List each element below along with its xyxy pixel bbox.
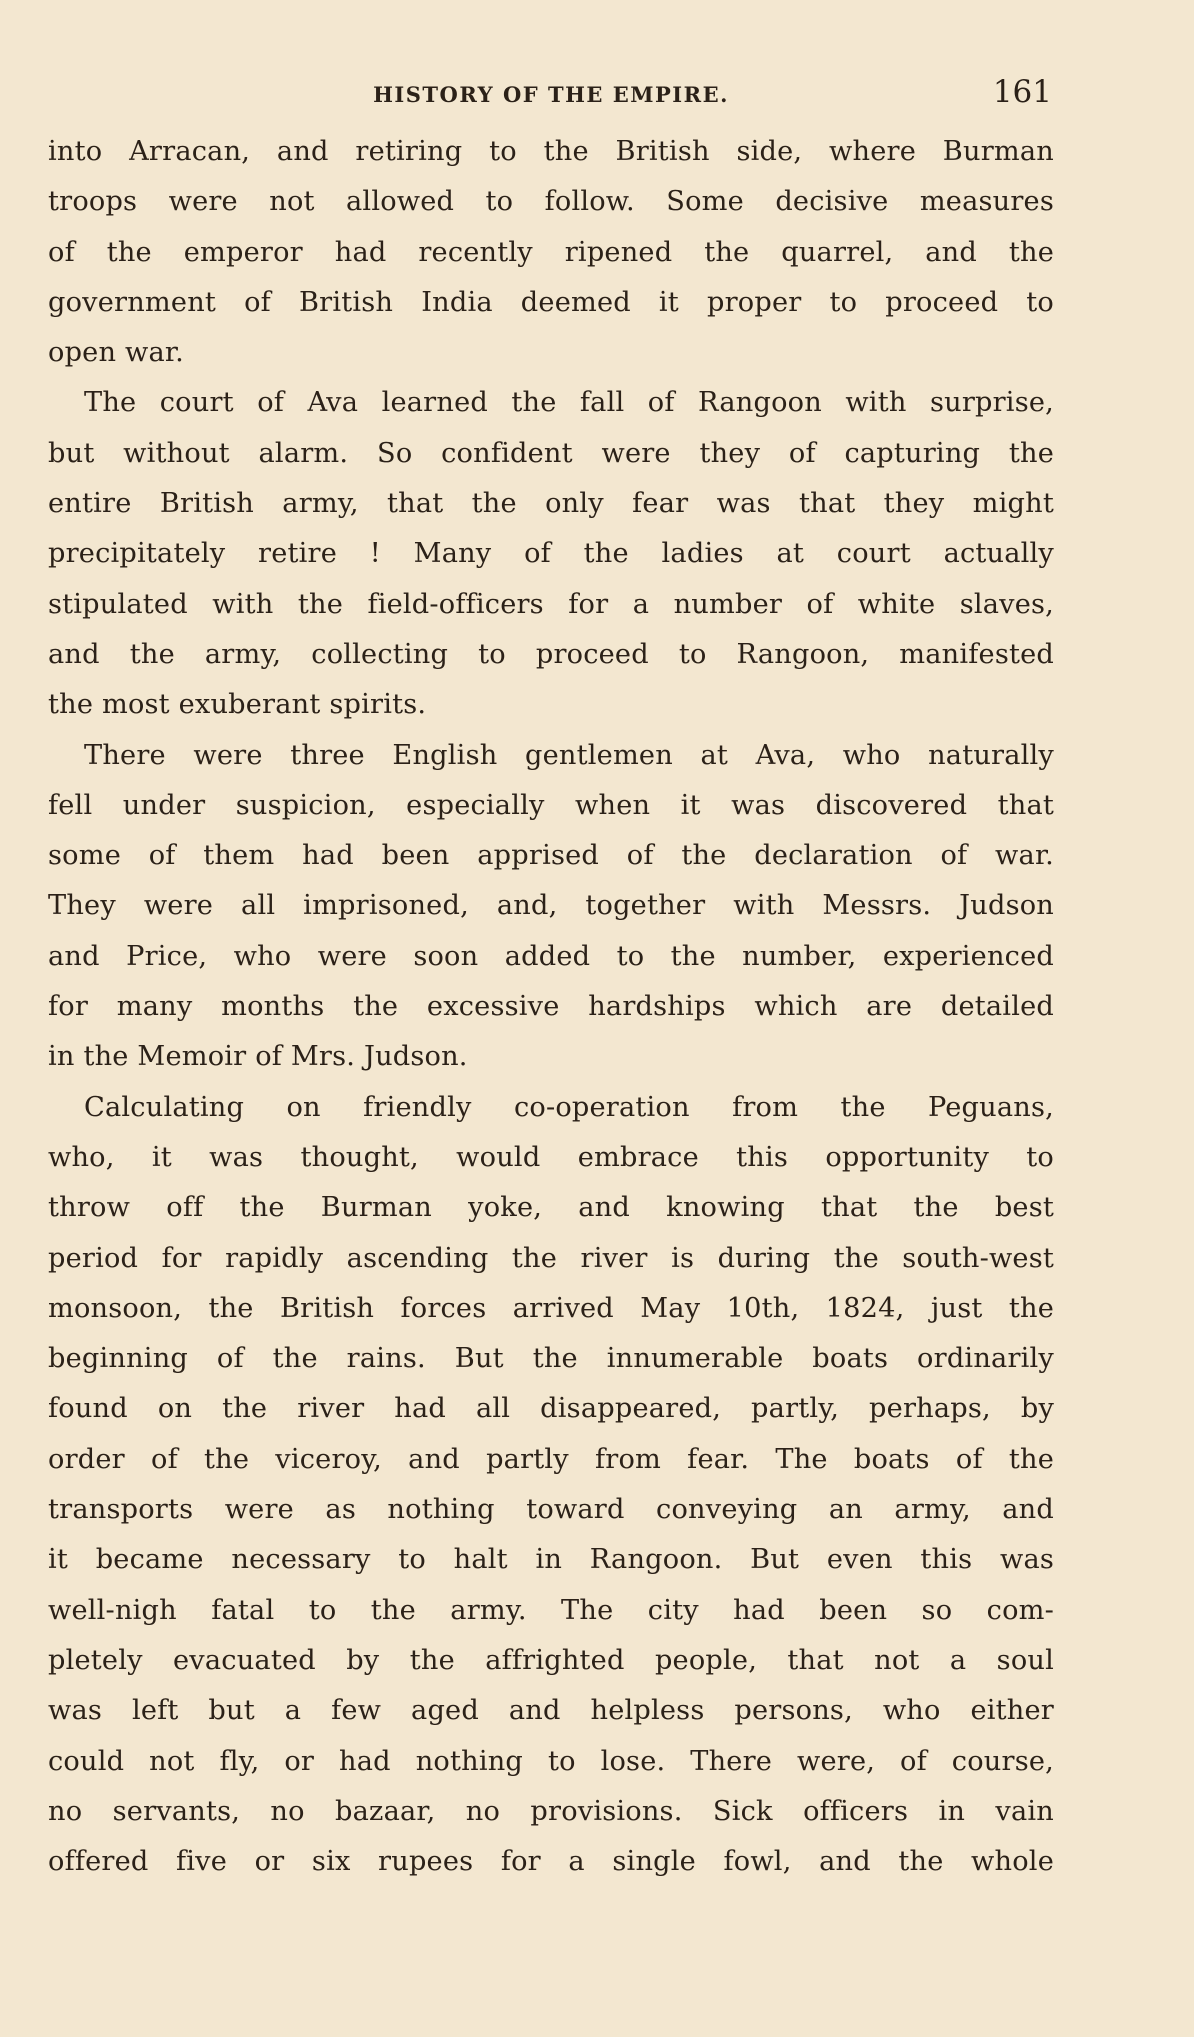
- text-line: monsoon, the British forces arrived May 10th, 1824, just the: [48, 1292, 1054, 1324]
- text-line: pletely evacuated by the affrighted people, that not a soul: [48, 1644, 1054, 1676]
- text-line: but without alarm. So confident were they of capturing the: [48, 437, 1054, 469]
- text-line: troops were not allowed to follow. Some decisive measures: [48, 186, 1054, 218]
- text-line: in the Memoir of Mrs. Judson.: [48, 1041, 468, 1073]
- text-line: and Price, who were soon added to the number, experienced: [48, 940, 1054, 972]
- paragraph-start-line: There were three English gentlemen at Ava, who naturally: [84, 739, 1054, 771]
- text-line: was left but a few aged and helpless persons, who either: [48, 1695, 1054, 1727]
- body-text: [48, 127, 1054, 1887]
- text-line: beginning of the rains. But the innumerable boats ordinarily: [48, 1343, 1054, 1375]
- text-line: precipitately retire ! Many of the ladies at court actually: [48, 538, 1054, 570]
- text-line: could not fly, or had nothing to lose. There were, of course,: [48, 1745, 1054, 1777]
- text-line: found on the river had all disappeared, partly, perhaps, by: [48, 1393, 1054, 1425]
- text-line: entire British army, that the only fear was that they might: [48, 488, 1054, 520]
- text-line: who, it was thought, would embrace this opportunity to: [48, 1141, 1054, 1173]
- text-line: open war.: [48, 337, 184, 369]
- text-line: stipulated with the field-officers for a number of white slaves,: [48, 588, 1054, 620]
- text-line: order of the viceroy, and partly from fear. The boats of the: [48, 1443, 1054, 1475]
- text-line: fell under suspicion, especially when it was discovered that: [48, 789, 1054, 821]
- text-line: for many months the excessive hardships which are detailed: [48, 991, 1054, 1023]
- text-line: into Arracan, and retiring to the British side, where Burman: [48, 136, 1054, 167]
- text-line: well-nigh fatal to the army. The city had been so com-: [48, 1594, 1054, 1626]
- running-title: HISTORY OF THE EMPIRE.: [373, 82, 729, 107]
- paragraph-start-line: The court of Ava learned the fall of Rangoon with surprise,: [84, 387, 1054, 419]
- text-line: offered five or six rupees for a single fowl, and the whole: [48, 1846, 1054, 1878]
- text-line: and the army, collecting to proceed to Rangoon, manifested: [48, 638, 1054, 670]
- page-number: 161: [992, 74, 1052, 110]
- text-line: it became necessary to halt in Rangoon. But even this was: [48, 1544, 1054, 1576]
- page-header: [48, 74, 1054, 114]
- text-line: government of British India deemed it proper to proceed to: [48, 286, 1054, 318]
- text-line: They were all imprisoned, and, together with Messrs. Judson: [48, 890, 1054, 922]
- text-line: transports were as nothing toward conveying an army, and: [48, 1494, 1054, 1526]
- text-line: the most exuberant spirits.: [48, 689, 427, 721]
- text-line: throw off the Burman yoke, and knowing that the best: [48, 1192, 1054, 1224]
- text-line: of the emperor had recently ripened the quarrel, and the: [48, 236, 1054, 268]
- text-line: some of them had been apprised of the declaration of war.: [48, 840, 1054, 872]
- text-line: no servants, no bazaar, no provisions. Sick officers in vain: [48, 1795, 1054, 1827]
- paragraph-start-line: Calculating on friendly co-operation from the Peguans,: [84, 1091, 1054, 1123]
- text-line: period for rapidly ascending the river is during the south-west: [48, 1242, 1054, 1274]
